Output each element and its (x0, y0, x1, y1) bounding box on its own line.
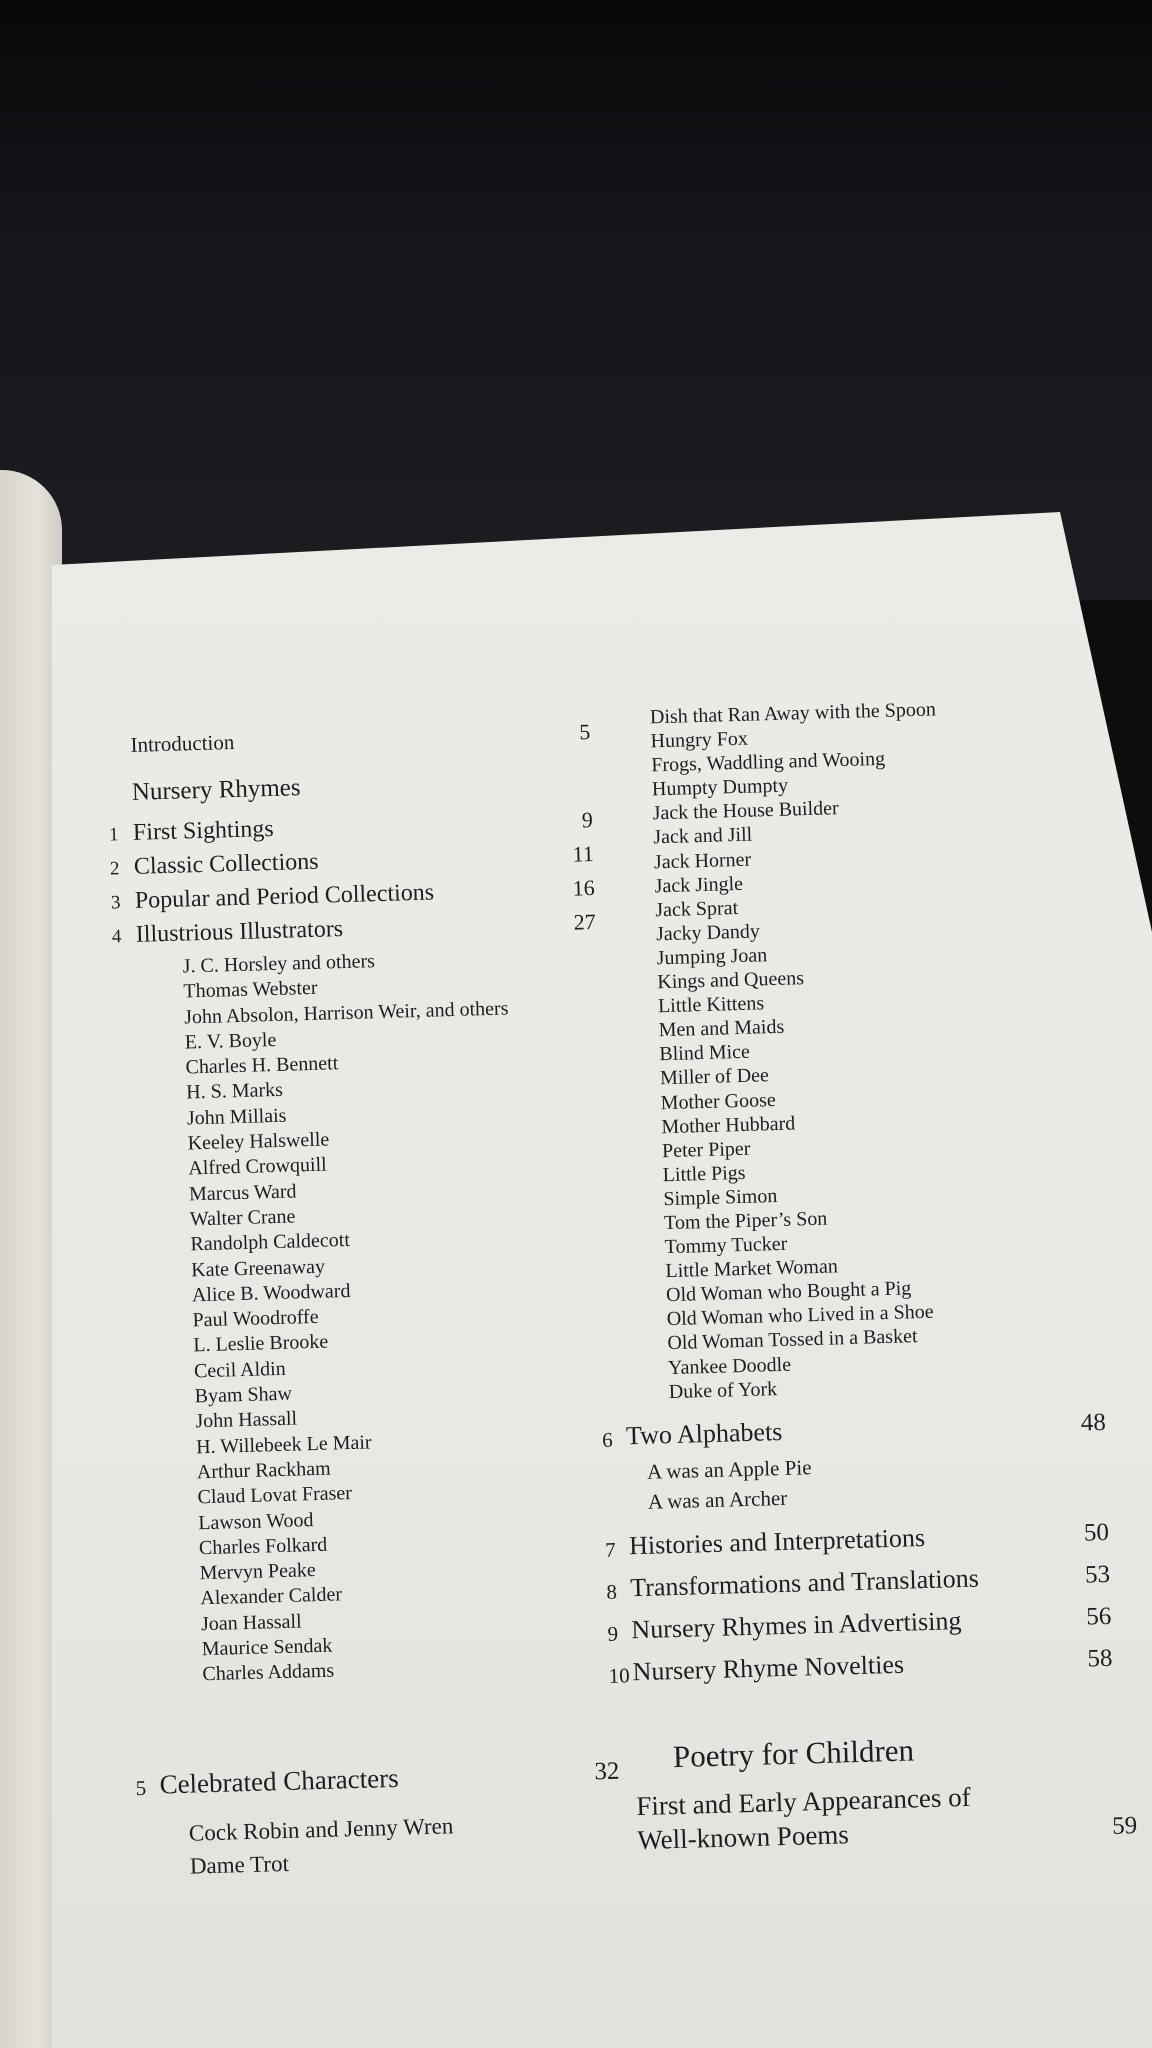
characters-list (188, 1805, 622, 1883)
list-item: Walter Crane (189, 1205, 296, 1231)
list-item: Claud Lovat Fraser (197, 1482, 353, 1509)
toc-left-column (108, 715, 617, 1689)
list-item: Little Kittens (657, 992, 765, 1018)
chapter-number: 10 (608, 1663, 631, 1688)
list-item: John Millais (186, 1104, 287, 1130)
toc-right-column (601, 693, 1138, 1857)
list-item: Jack the House Builder (652, 797, 839, 825)
list-item: H. S. Marks (185, 1079, 284, 1104)
chapter-title: Nursery Rhyme Novelties (632, 1649, 905, 1686)
chapter-number: 3 (110, 892, 121, 914)
list-item: E. V. Boyle (184, 1028, 277, 1054)
list-item: Little Pigs (662, 1161, 746, 1186)
chapter-number: 7 (604, 1537, 617, 1562)
toc-page-number: 48 (1080, 1408, 1107, 1437)
list-item: Thomas Webster (183, 977, 318, 1003)
list-item: Cock Robin and Jenny Wren (188, 1813, 454, 1846)
chapter-number: 1 (108, 824, 119, 846)
list-item: Dish that Ran Away with the Spoon (649, 698, 937, 729)
list-item: Jack Sprat (655, 896, 739, 922)
characters-list-continued (650, 693, 1105, 1404)
list-item: Mother Hubbard (661, 1112, 796, 1138)
toc-poetry-entry (635, 1776, 1138, 1857)
section-title-nursery-rhymes: Nursery Rhymes (131, 774, 301, 806)
list-item: Simple Simon (663, 1184, 778, 1211)
list-item: Lawson Wood (197, 1508, 314, 1534)
section-title-poetry: Poetry for Children (672, 1732, 915, 1774)
list-item: Mervyn Peake (199, 1559, 317, 1585)
toc-entry-label: Introduction (130, 730, 235, 757)
list-item: Frogs, Waddling and Wooing (651, 748, 886, 777)
list-item: Alice B. Woodward (191, 1279, 351, 1307)
chapter-number: 5 (135, 1775, 147, 1801)
illustrators-list (182, 943, 616, 1688)
list-item: Hungry Fox (650, 727, 749, 753)
toc-chapter (135, 1751, 620, 1806)
list-item: Paul Woodroffe (192, 1306, 319, 1332)
list-item: John Absolon, Harrison Weir, and others (183, 997, 509, 1029)
list-item: A was an Archer (647, 1485, 788, 1514)
list-item: Byam Shaw (194, 1382, 293, 1408)
list-item: J. C. Horsley and others (182, 950, 376, 978)
toc-page-number: 56 (1085, 1602, 1112, 1631)
list-item: Jacky Dandy (655, 920, 761, 946)
list-item: Charles Folkard (198, 1533, 328, 1560)
list-item: Kate Greenaway (190, 1255, 326, 1281)
list-item: Randolph Caldecott (190, 1229, 351, 1256)
list-item: Old Woman Tossed in a Basket (667, 1325, 918, 1355)
toc-page-number: 11 (572, 841, 595, 867)
list-item: Tommy Tucker (664, 1232, 788, 1259)
list-item: Dame Trot (189, 1850, 290, 1879)
toc-chapter-5-block (135, 1751, 622, 1884)
toc-page-number: 27 (573, 908, 596, 935)
list-item: Charles Addams (202, 1659, 335, 1686)
chapter-number: 8 (606, 1579, 618, 1604)
list-item: Duke of York (668, 1377, 778, 1403)
list-item: Peter Piper (661, 1137, 751, 1162)
list-item: Keeley Halswelle (187, 1128, 330, 1155)
list-item: Miller of Dee (659, 1064, 770, 1090)
list-item: H. Willebeek Le Mair (195, 1431, 372, 1458)
list-item: Jumping Joan (656, 944, 768, 970)
chapter-title: Illustrious Illustrators (135, 916, 344, 948)
toc-page-number: 32 (594, 1757, 620, 1786)
poetry-entry-line: Well-known Poems (636, 1818, 850, 1855)
chapter-title: Classic Collections (133, 848, 319, 880)
list-item: Men and Maids (658, 1015, 785, 1042)
list-item: John Hassall (195, 1407, 298, 1433)
toc-introduction (130, 715, 591, 762)
chapter-number: 4 (111, 926, 122, 948)
list-item: A was an Apple Pie (646, 1454, 812, 1484)
list-item: Old Woman who Lived in a Shoe (666, 1301, 934, 1331)
chapter-number: 2 (109, 858, 120, 880)
list-item: Jack Horner (653, 848, 752, 873)
toc-page-number: 16 (572, 874, 596, 901)
list-item: L. Leslie Brooke (193, 1331, 329, 1357)
chapter-title: Transformations and Translations (629, 1563, 980, 1602)
toc-page-number: 53 (1084, 1560, 1111, 1589)
list-item: Joan Hassall (200, 1610, 302, 1635)
list-item: Jack and Jill (653, 824, 753, 849)
chapter-title: Two Alphabets (625, 1416, 783, 1451)
list-item: Marcus Ward (188, 1180, 297, 1206)
list-item: Jack Jingle (654, 872, 744, 897)
list-item: Little Market Woman (665, 1255, 839, 1283)
list-item: Maurice Sendak (201, 1634, 333, 1661)
chapter-title: First Sightings (132, 815, 275, 846)
chapter-number: 9 (607, 1621, 619, 1646)
list-item: Alfred Crowquill (188, 1153, 327, 1180)
list-item: Charles H. Bennett (185, 1052, 339, 1079)
toc-page-number: 5 (578, 719, 591, 745)
list-item: Cecil Aldin (193, 1357, 286, 1383)
list-item: Arthur Rackham (196, 1457, 331, 1484)
chapter-title: Popular and Period Collections (134, 879, 435, 914)
chapter-title: Celebrated Characters (159, 1762, 400, 1800)
toc-page-number: 50 (1083, 1518, 1110, 1547)
list-item: Kings and Queens (657, 967, 805, 994)
list-item: Mother Goose (660, 1088, 776, 1114)
list-item: Blind Mice (659, 1041, 751, 1066)
poetry-entry-line: First and Early Appearances of (635, 1781, 972, 1821)
list-item: Yankee Doodle (667, 1353, 792, 1379)
toc-page-number: 58 (1087, 1644, 1113, 1673)
list-item: Old Woman who Bought a Pig (665, 1277, 912, 1307)
table-of-contents (52, 481, 1152, 2047)
toc-page-number: 59 (1111, 1811, 1138, 1840)
list-item: Alexander Calder (200, 1583, 343, 1610)
chapter-title: Nursery Rhymes in Advertising (631, 1605, 962, 1644)
list-item: Humpty Dumpty (651, 774, 789, 801)
chapter-number: 6 (601, 1427, 613, 1452)
toc-page-number: 9 (581, 807, 594, 833)
chapter-title: Histories and Interpretations (628, 1522, 926, 1561)
list-item: Tom the Piper’s Son (663, 1207, 828, 1235)
